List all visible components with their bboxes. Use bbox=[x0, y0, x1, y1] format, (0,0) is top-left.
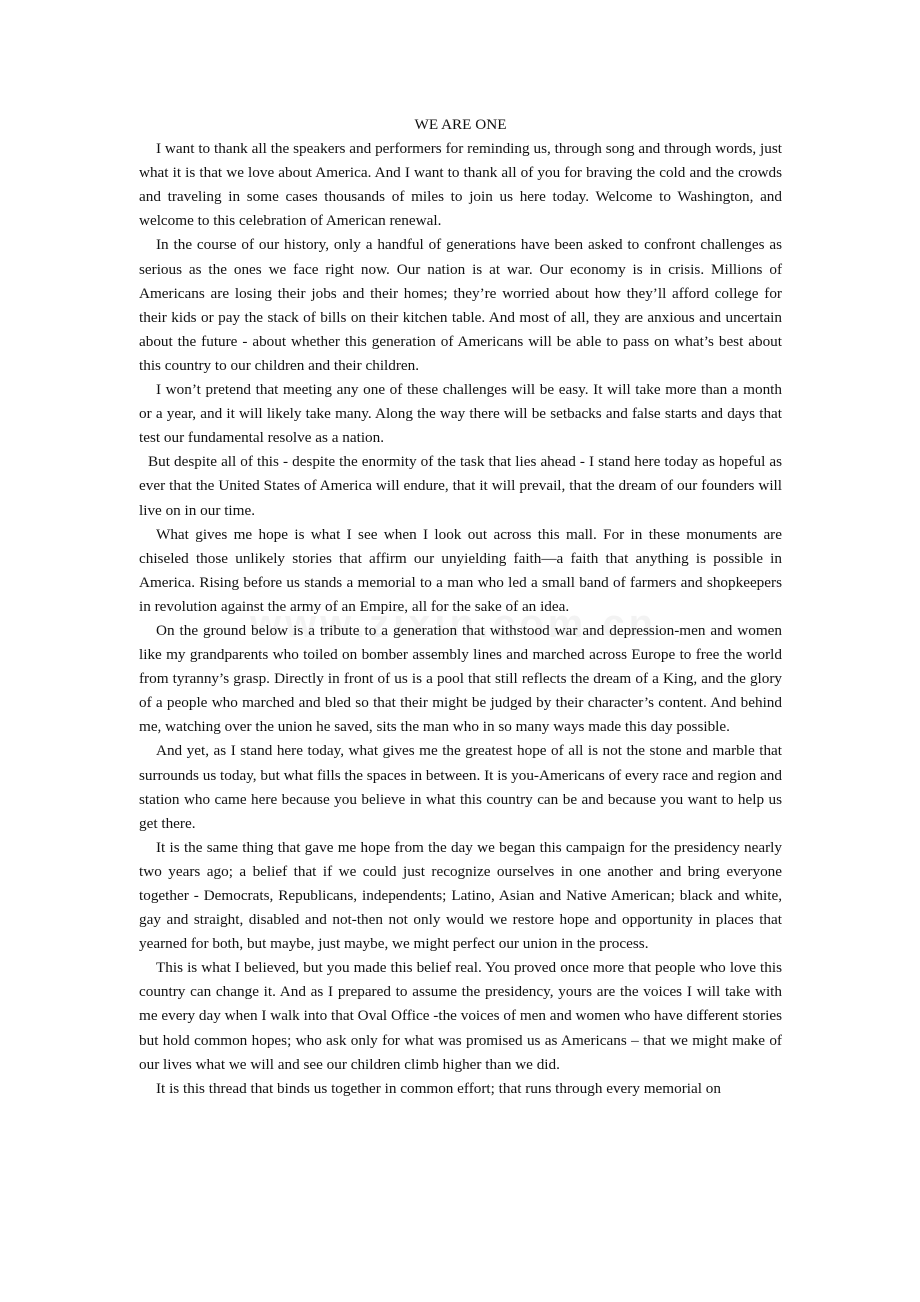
paragraph: On the ground below is a tribute to a generation that withstood war and depression-men and women like my grandparents who toiled on bomber assembly lines and marched across Europe to free the world from tyranny’s grasp. Directly in front of us is a pool that still reflects the dream of a King, and the glory of a people who marched and bled so that their might be judged by their character’s content. And behind me, watching over the union he saved, sits the man who in so many ways made this day possible. bbox=[139, 621, 782, 736]
paragraph: In the course of our history, only a handful of generations have been asked to confront challenges as serious as the ones we face right now. Our nation is at war. Our economy is in crisis. Millions of Americans are losing their jobs and their homes; they’re worried about how they’ll afford college for their kids or pay the stack of bills on their kitchen table. And most of all, they are anxious and uncertain about the future - about whether this generation of Americans will be able to pass on what’s best about this country to our children and their children. bbox=[139, 236, 782, 374]
document-body bbox=[139, 113, 782, 1101]
paragraph: This is what I believed, but you made this belief real. You proved once more that people who love this country can change it. And as I prepared to assume the presidency, yours are the voices I will take with me every day when I walk into that Oval Office -the voices of men and women who have different stories but hold common hopes; who ask only for what was promised us as Americans – that we might make of our lives what we will and see our children climb higher than we did. bbox=[139, 959, 782, 1073]
paragraph: And yet, as I stand here today, what gives me the greatest hope of all is not the stone and marble that surrounds us today, but what fills the spaces in between. It is you-Americans of every race and region and station who came here because you believe in what this country can be and because you want to help us get there. bbox=[139, 742, 782, 832]
document-title: WE ARE ONE bbox=[414, 116, 507, 133]
paragraph: It is this thread that binds us together in common effort; that runs through every memorial on bbox=[156, 1079, 721, 1097]
paragraph: What gives me hope is what I see when I look out across this mall. For in these monuments are chiseled those unlikely stories that affirm our unyielding faith—a faith that anything is possible in America. Rising before us stands a memorial to a man who led a small band of farmers and shopkeepers in revolution against the army of an Empire, all for the sake of an idea. bbox=[139, 525, 782, 615]
paragraph: It is the same thing that gave me hope from the day we began this campaign for the presidency nearly two years ago; a belief that if we could just recognize ourselves in one another and bring everyone together - Democrats, Republicans, independents; Latino, Asian and Native American; black and white, gay and straight, disabled and not-then not only would we restore hope and opportunity in places that yearned for both, but maybe, just maybe, we might perfect our union in the process. bbox=[139, 838, 782, 953]
paragraph: I want to thank all the speakers and performers for reminding us, through song and through words, just what it is that we love about America. And I want to thank all of you for braving the cold and the crowds and traveling in some cases thousands of miles to join us here today. Welcome to Washington, and welcome to this celebration of American renewal. bbox=[139, 140, 782, 230]
paragraph: But despite all of this - despite the enormity of the task that lies ahead - I stand here today as hopeful as ever that the United States of America will endure, that it will prevail, that the dream of our founders will live on in our time. bbox=[139, 453, 782, 519]
paragraph: I won’t pretend that meeting any one of these challenges will be easy. It will take more than a month or a year, and it will likely take many. Along the way there will be setbacks and false starts and days that test our fundamental resolve as a nation. bbox=[139, 381, 782, 447]
